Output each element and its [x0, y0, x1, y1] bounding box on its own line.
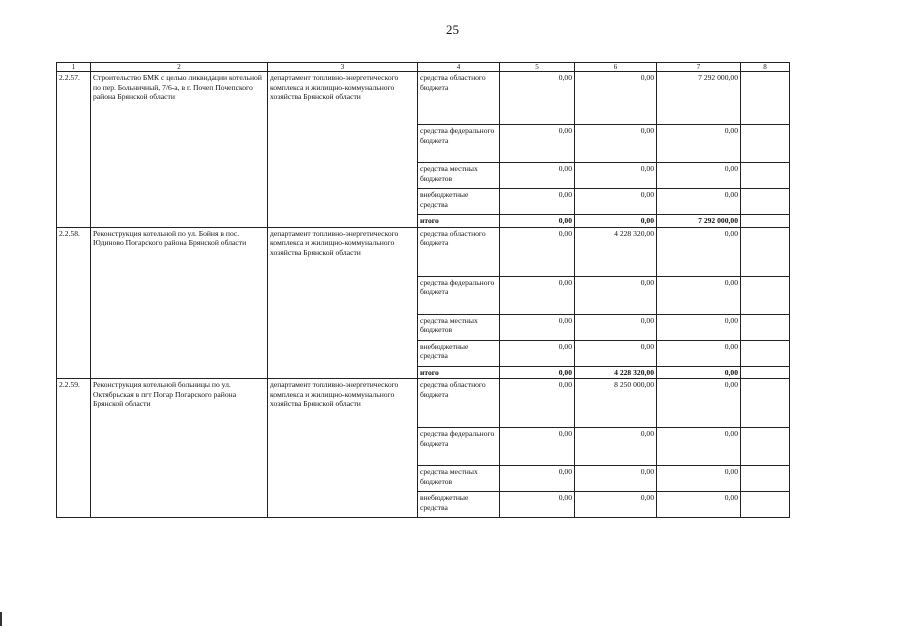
value-cell [741, 466, 790, 492]
funding-source: средства федерального бюджета [418, 125, 500, 163]
value-cell: 0,00 [575, 72, 657, 125]
value-cell: 0,00 [657, 379, 741, 428]
item-code: 2.2.59. [57, 379, 91, 518]
value-cell [741, 189, 790, 215]
header-cell: 3 [268, 63, 418, 72]
funding-source: итого [418, 215, 500, 228]
value-cell: 0,00 [657, 428, 741, 466]
value-cell: 8 250 000,00 [575, 379, 657, 428]
value-cell: 4 228 320,00 [575, 366, 657, 379]
funding-source: средства местных бюджетов [418, 314, 500, 340]
value-cell: 0,00 [500, 314, 575, 340]
value-cell: 0,00 [500, 276, 575, 314]
value-cell: 0,00 [500, 72, 575, 125]
value-cell: 0,00 [657, 227, 741, 276]
value-cell: 0,00 [575, 215, 657, 228]
funding-source: средства областного бюджета [418, 379, 500, 428]
value-cell: 0,00 [500, 125, 575, 163]
funding-source: внебюджетные средства [418, 189, 500, 215]
value-cell: 0,00 [575, 314, 657, 340]
funding-source: внебюджетные средства [418, 340, 500, 366]
value-cell: 0,00 [657, 189, 741, 215]
value-cell [741, 276, 790, 314]
value-cell: 0,00 [500, 215, 575, 228]
value-cell: 0,00 [575, 428, 657, 466]
value-cell: 0,00 [657, 163, 741, 189]
value-cell: 7 292 000,00 [657, 72, 741, 125]
header-row [57, 63, 790, 72]
value-cell: 0,00 [657, 366, 741, 379]
value-cell: 0,00 [500, 428, 575, 466]
value-cell: 0,00 [575, 340, 657, 366]
value-cell: 0,00 [500, 163, 575, 189]
value-cell: 7 292 000,00 [657, 215, 741, 228]
value-cell: 0,00 [657, 125, 741, 163]
value-cell: 4 228 320,00 [575, 227, 657, 276]
item-name: Строительство БМК с целью ликвидации котельной по пер. Больничный, 7/6-а, в г. Почеп Почепского района Брянской области [91, 72, 268, 228]
item-executor: департамент топливно-энергетического комплекса и жилищно-коммунального хозяйства Брянской области [268, 227, 418, 379]
value-cell: 0,00 [500, 466, 575, 492]
value-cell [741, 340, 790, 366]
funding-source: средства федерального бюджета [418, 276, 500, 314]
item-name: Реконструкция котельной по ул. Бойня в пос. Юдиново Погарского района Брянской области [91, 227, 268, 379]
table-row [57, 227, 790, 276]
funding-source: средства областного бюджета [418, 72, 500, 125]
value-cell [741, 428, 790, 466]
value-cell: 0,00 [500, 340, 575, 366]
header-cell: 7 [657, 63, 741, 72]
value-cell [741, 125, 790, 163]
value-cell: 0,00 [500, 492, 575, 518]
value-cell [741, 227, 790, 276]
funding-source: внебюджетные средства [418, 492, 500, 518]
value-cell: 0,00 [575, 163, 657, 189]
table-row [57, 72, 790, 125]
value-cell [741, 314, 790, 340]
page-number: 25 [446, 22, 459, 37]
value-cell: 0,00 [500, 189, 575, 215]
value-cell: 0,00 [657, 340, 741, 366]
value-cell: 0,00 [657, 492, 741, 518]
value-cell: 0,00 [657, 276, 741, 314]
table-row [57, 379, 790, 428]
funding-source: средства областного бюджета [418, 227, 500, 276]
value-cell [741, 72, 790, 125]
funding-source: средства федерального бюджета [418, 428, 500, 466]
value-cell: 0,00 [575, 492, 657, 518]
funding-source: средства местных бюджетов [418, 466, 500, 492]
value-cell [741, 163, 790, 189]
value-cell [741, 215, 790, 228]
value-cell [741, 492, 790, 518]
item-code: 2.2.58. [57, 227, 91, 379]
value-cell [741, 366, 790, 379]
value-cell: 0,00 [657, 466, 741, 492]
value-cell: 0,00 [657, 314, 741, 340]
scan-edge-mark [0, 612, 2, 626]
value-cell: 0,00 [500, 379, 575, 428]
item-name: Реконструкция котельной больницы по ул. Октябрьская в пгт Погар Погарского района Брянской области [91, 379, 268, 518]
item-executor: департамент топливно-энергетического комплекса и жилищно-коммунального хозяйства Брянской области [268, 379, 418, 518]
funding-source: итого [418, 366, 500, 379]
value-cell: 0,00 [575, 125, 657, 163]
header-cell: 6 [575, 63, 657, 72]
header-cell: 2 [91, 63, 268, 72]
value-cell: 0,00 [500, 366, 575, 379]
funding-source: средства местных бюджетов [418, 163, 500, 189]
item-code: 2.2.57. [57, 72, 91, 228]
header-cell: 4 [418, 63, 500, 72]
budget-table [56, 62, 790, 518]
value-cell: 0,00 [575, 189, 657, 215]
header-cell: 8 [741, 63, 790, 72]
header-cell: 5 [500, 63, 575, 72]
value-cell [741, 379, 790, 428]
value-cell: 0,00 [575, 276, 657, 314]
value-cell: 0,00 [500, 227, 575, 276]
value-cell: 0,00 [575, 466, 657, 492]
header-cell: 1 [57, 63, 91, 72]
item-executor: департамент топливно-энергетического комплекса и жилищно-коммунального хозяйства Брянской области [268, 72, 418, 228]
